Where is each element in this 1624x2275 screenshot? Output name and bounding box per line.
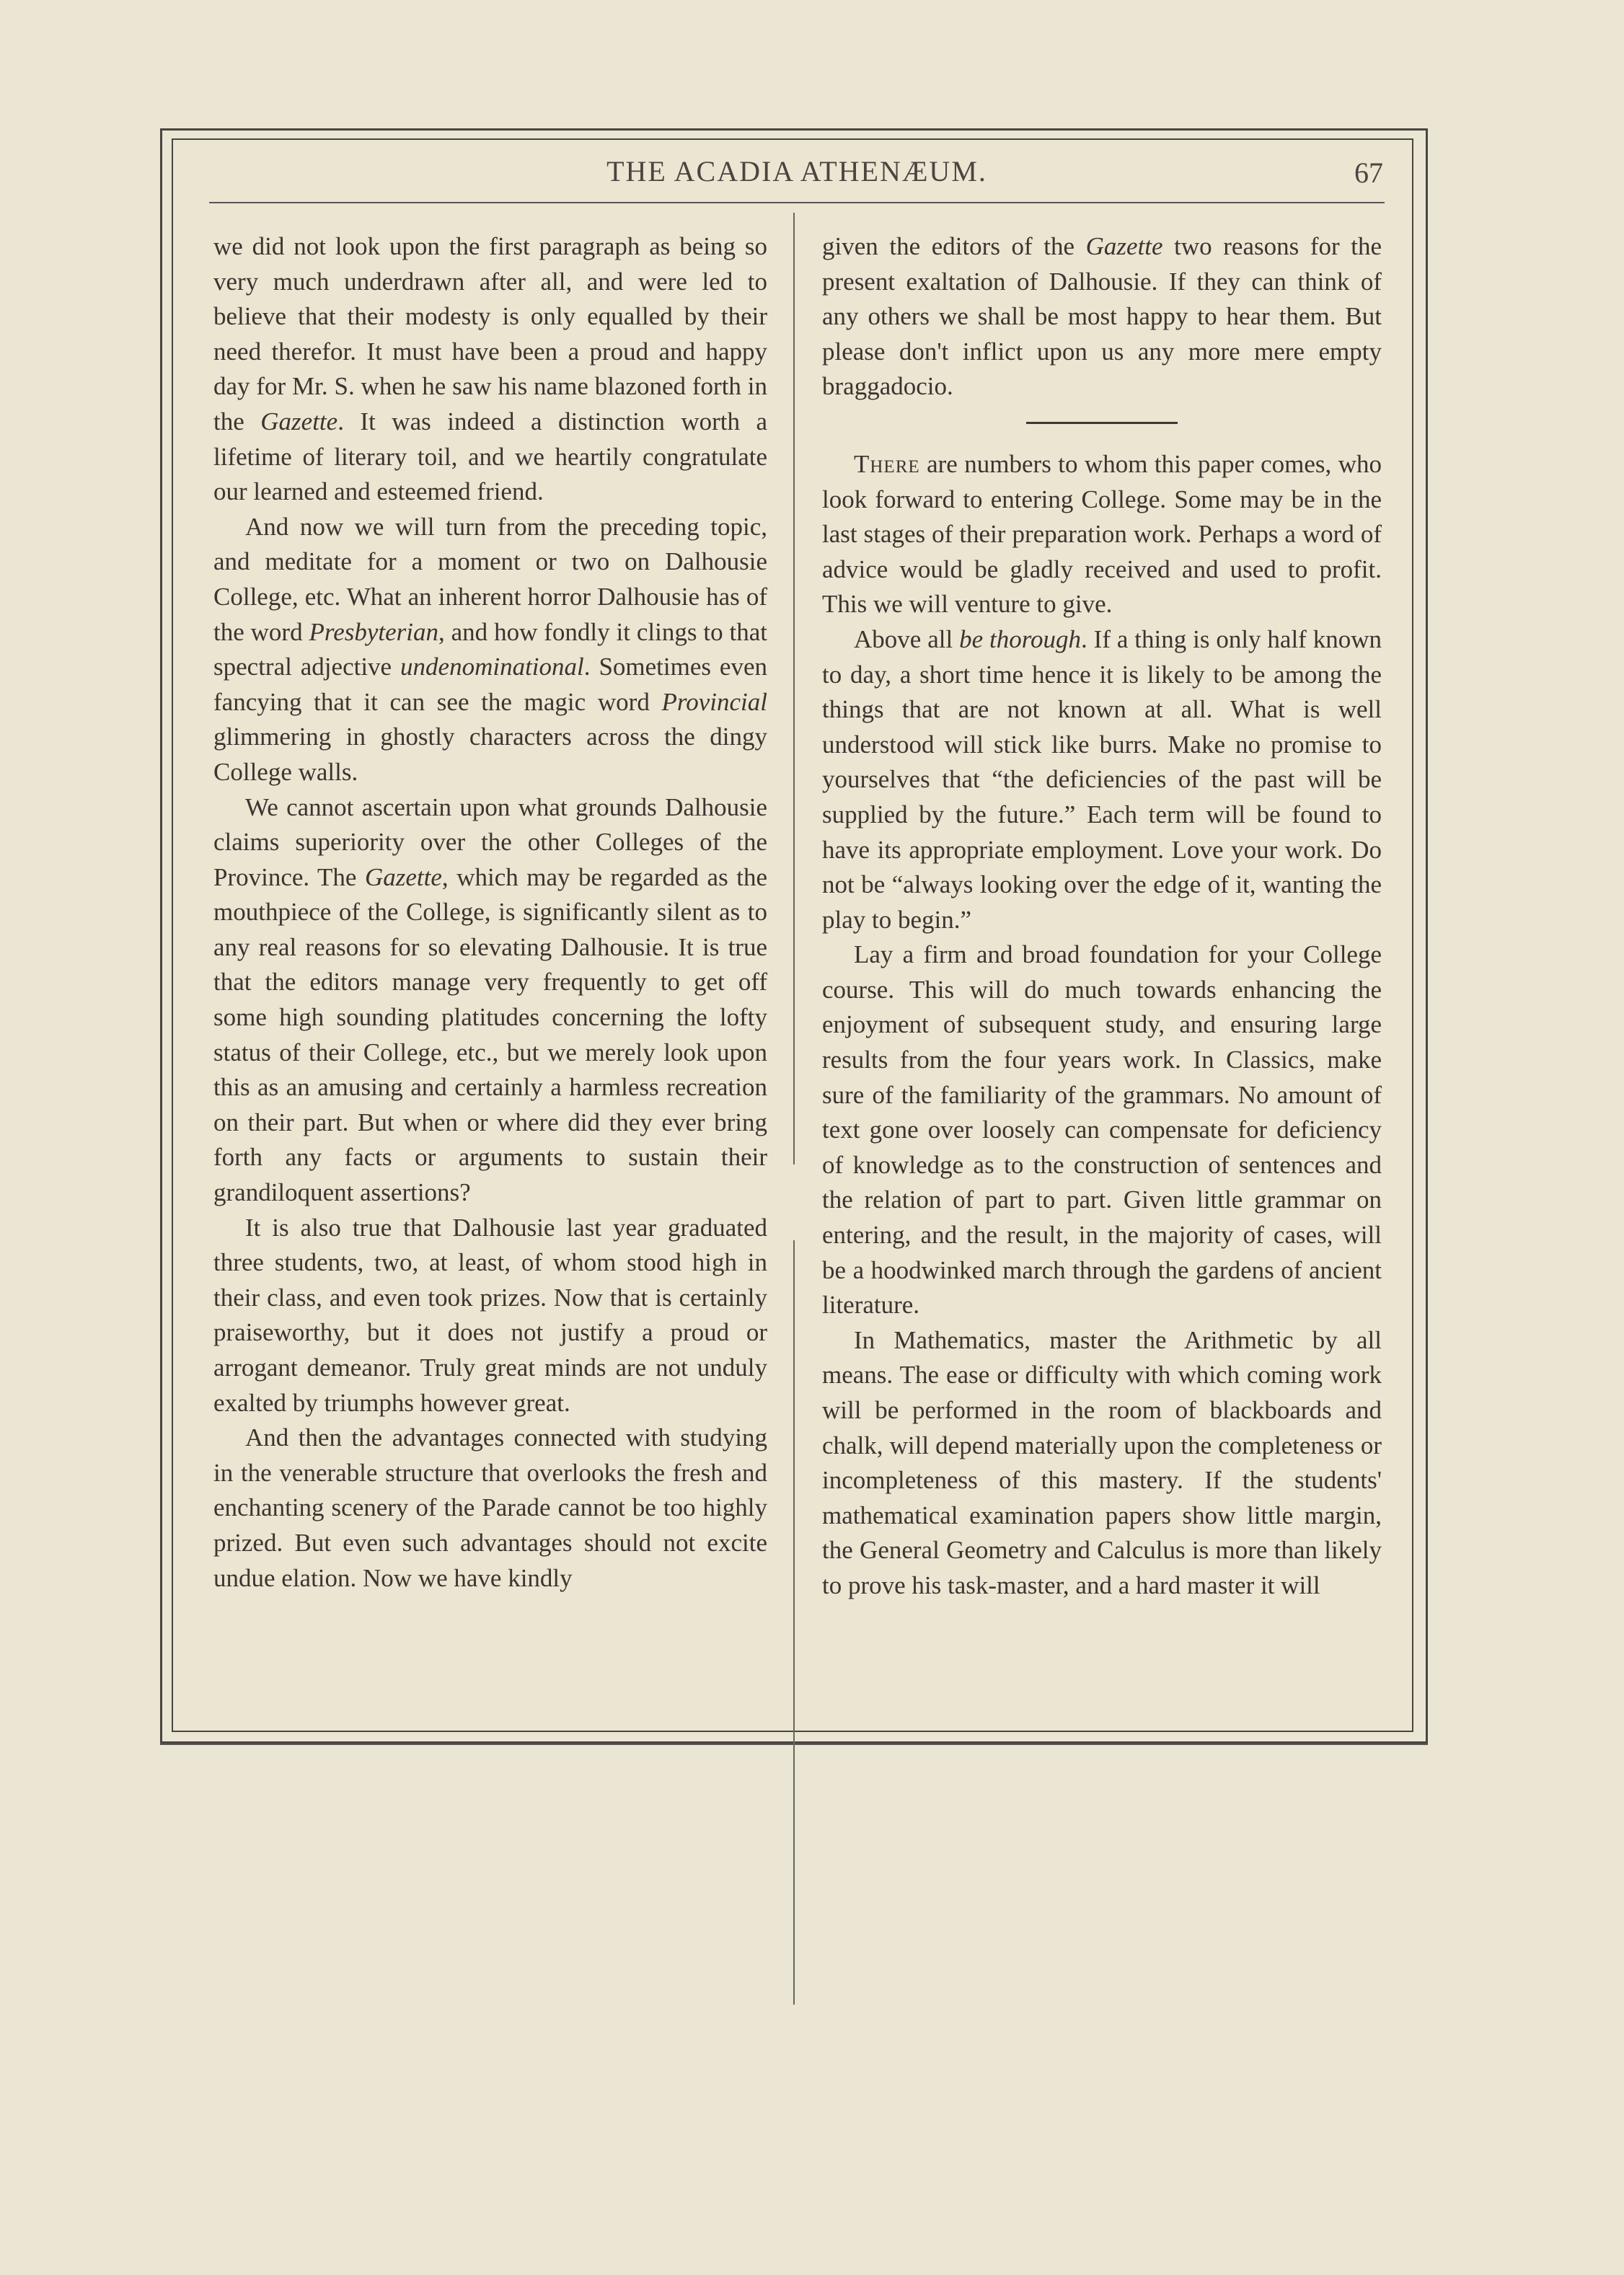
left-paragraph-2: And now we will turn from the preceding topic, and meditate for a moment or two on Dalhousie College, etc. What an inherent horror Dalhousie has of the word Presbyterian, and how fondly it clings to that spectral adjective undenominational. Sometimes even fancying that it can see the magic word Provincial glimmering in ghostly characters across the dingy College walls. xyxy=(213,512,768,786)
undenominational-italic: undenominational xyxy=(400,653,584,681)
left-column xyxy=(213,229,767,1596)
page-number: 67 xyxy=(1354,156,1383,189)
left-paragraph-1: we did not look upon the first paragraph as being so very much underdrawn after all, and were led to believe that their modesty is only equalled by their need therefor. It must have been a proud and happy day for Mr. S. when he saw his name blazoned forth in the Gazette. It was indeed a distinction worth a lifetime of literary toil, and we heartily congratulate our learned and esteemed friend. xyxy=(213,232,768,506)
left-paragraph-3: We cannot ascertain upon what grounds Dalhousie claims superiority over the other Colleges of the Province. The Gazette, which may be regarded as the mouthpiece of the College, is significantly silent as to any real reasons for so elevating Dalhousie. It is true that the editors manage very frequently to get off some high sounding platitudes concerning the lofty status of their College, etc., but we merely look upon this as an amusing and certainly a harmless recreation on their part. But when or where did they ever bring forth any facts or arguments to sustain their grandiloquent assertions? xyxy=(213,792,767,1207)
small-caps-lead: There xyxy=(854,449,920,478)
right-paragraph-4: Lay a firm and broad foundation for your College course. This will do much towards enhancing the enjoyment of subsequent study, and ensuring large results from the four years work. In Classics, make sure of the familiarity of the grammars. No amount of text gone over loosely can compensate for deficiency of knowledge as to the construction of sentences and the relation of part to part. Given little grammar on entering, and the result, in the majority of cases, will be a hoodwinked march through the gardens of ancient literature. xyxy=(822,940,1382,1320)
left-paragraph-5: And then the advantages connected with studying in the venerable structure that overlooks the fresh and enchanting scenery of the Parade cannot be too highly prized. But even such advantages should not excite undue elation. Now we have kindly xyxy=(213,1423,767,1592)
right-paragraph-2: There are numbers to whom this paper comes, who look forward to entering College. Some may be in the last stages of their preparation work. Perhaps a word of advice would be gladly received and used to profit. This we will venture to give. xyxy=(822,449,1382,619)
section-divider-rule xyxy=(1026,422,1178,424)
gazette-italic: Gazette xyxy=(365,862,442,891)
gazette-italic: Gazette xyxy=(260,407,338,436)
right-column xyxy=(822,229,1382,1604)
be-thorough-italic: be thorough xyxy=(959,624,1082,653)
presbyterian-italic: Presbyterian xyxy=(309,617,438,646)
right-paragraph-1: given the editors of the Gazette two reasons for the present exaltation of Dalhousie. If they can think of any others we shall be most happy to hear them. But please don't inflict upon us any more mere empty braggadocio. xyxy=(822,232,1382,401)
left-paragraph-4: It is also true that Dalhousie last year graduated three students, two, at least, of whom stood high in their class, and even took prizes. Now that is certainly praiseworthy, but it does not justify a proud or arrogant demeanor. Truly great minds are not unduly exalted by triumphs however great. xyxy=(213,1213,767,1417)
gazette-italic: Gazette xyxy=(1085,232,1163,260)
column-divider-lower xyxy=(793,1240,795,2005)
running-header xyxy=(209,151,1385,203)
right-paragraph-5: In Mathematics, master the Arithmetic by all means. The ease or difficulty with which coming work will be performed in the room of blackboards and chalk, will depend materially upon the completeness or incompleteness of this mastery. If the students' mathematical examination papers show little margin, the General Geometry and Calculus is more than likely to prove his task-master, and a hard master it will xyxy=(822,1325,1382,1599)
right-paragraph-3: Above all be thorough. If a thing is only half known to day, a short time hence it is likely to be among the things that are not known at all. What is well understood will stick like burrs. Make no promise to yourselves that “the deficiencies of the past will be supplied by the future.” Each term will be found to have its appropriate employment. Love your work. Do not be “always looking over the edge of it, wanting the play to begin.” xyxy=(822,624,1382,934)
column-divider-upper xyxy=(793,213,795,1165)
provincial-italic: Provincial xyxy=(661,687,767,716)
journal-title: THE ACADIA ATHENÆUM. xyxy=(606,155,987,187)
